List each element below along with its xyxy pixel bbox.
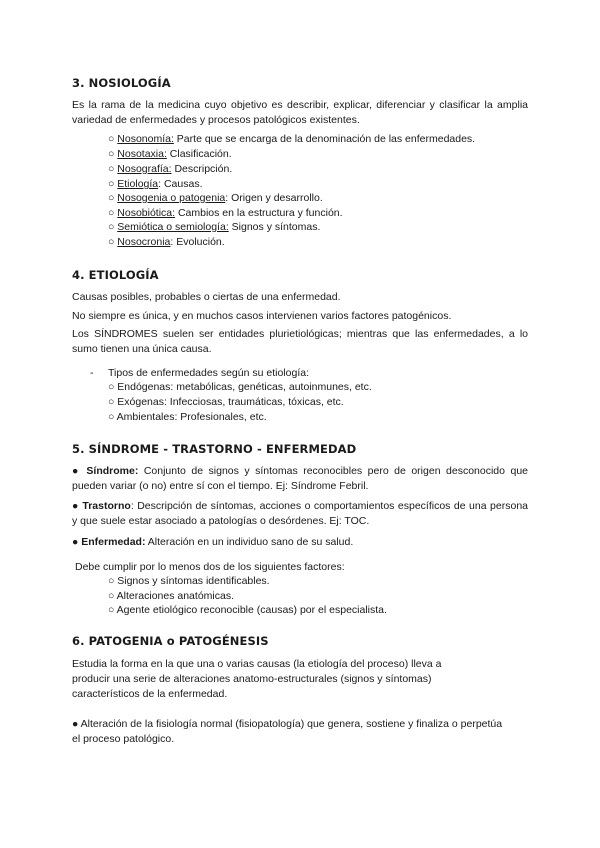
section-heading-patogenia: 6. PATOGENIA o PATOGÉNESIS	[72, 634, 269, 648]
section-heading-sindrome: 5. SÍNDROME - TRASTORNO - ENFERMEDAD	[72, 442, 357, 456]
etiology-types-title: Tipos de enfermedades según su etiología:	[108, 367, 309, 379]
list-item: ○ Exógenas: Infecciosas, traumáticas, tóxicas, etc.	[108, 396, 344, 408]
list-item: ○ Nosocronia: Evolución.	[108, 236, 225, 248]
definition-trastorno: ● Trastorno: Descripción de síntomas, acciones o comportamientos específicos de una persona y que suele estar asociado a patologías o desórdenes. Ej: TOC.	[72, 500, 528, 527]
list-item: ○ Etiología: Causas.	[108, 178, 203, 190]
definition-enfermedad: ● Enfermedad: Alteración en un individuo sano de su salud.	[72, 536, 354, 548]
dash-bullet: -	[90, 367, 94, 379]
list-item: ○ Nosografía: Descripción.	[108, 163, 233, 175]
list-item: ○ Ambientales: Profesionales, etc.	[108, 411, 267, 423]
list-item: ○ Alteraciones anatómicas.	[108, 590, 234, 602]
etiologia-paragraph-3: Los SÍNDROMES suelen ser entidades plurietiológicas; mientras que las enfermedades, a lo sumo tienen una única causa.	[72, 328, 528, 355]
etiologia-paragraph-1: Causas posibles, probables o ciertas de una enfermedad.	[72, 291, 341, 303]
etiologia-paragraph-2: No siempre es única, y en muchos casos intervienen varios factores patogénicos.	[72, 310, 452, 322]
criteria-intro: Debe cumplir por lo menos dos de los siguientes factores:	[75, 561, 345, 573]
section-heading-nosiologia: 3. NOSIOLOGÍA	[72, 76, 171, 90]
list-item: ○ Signos y síntomas identificables.	[108, 575, 270, 587]
list-item: ○ Nosonomía: Parte que se encarga de la denominación de las enfermedades.	[108, 133, 476, 145]
list-item: ○ Nosobiótica: Cambios en la estructura y función.	[108, 207, 343, 219]
patogenia-paragraph-2: ● Alteración de la fisiología normal (fisiopatología) que genera, sostiene y finaliza o perpetúa el proceso patológico.	[72, 718, 503, 745]
definition-sindrome: ● Síndrome: Conjunto de signos y síntomas reconocibles pero de origen desconocido que pueden variar (o no) entre sí con el tiempo. Ej: Síndrome Febril.	[72, 465, 529, 492]
list-item: ○ Agente etiológico reconocible (causas) por el especialista.	[108, 604, 387, 616]
nosiologia-intro: Es la rama de la medicina cuyo objetivo es describir, explicar, diferenciar y clasificar la amplia variedad de enfermedades y procesos patológicos existentes.	[72, 99, 528, 126]
list-item: ○ Endógenas: metabólicas, genéticas, autoinmunes, etc.	[108, 381, 372, 393]
list-item: ○ Semiótica o semiología: Signos y síntomas.	[108, 221, 321, 233]
section-heading-etiologia: 4. ETIOLOGÍA	[72, 268, 159, 282]
list-item: ○ Nosotaxia: Clasificación.	[108, 148, 232, 160]
patogenia-paragraph-1: Estudia la forma en la que una o varias causas (la etiología del proceso) lleva a producir una serie de alteraciones anatomo-estructurales (signos y síntomas) característicos de la enfermedad.	[72, 658, 442, 700]
list-item: ○ Nosogenia o patogenia: Origen y desarrollo.	[108, 192, 323, 204]
